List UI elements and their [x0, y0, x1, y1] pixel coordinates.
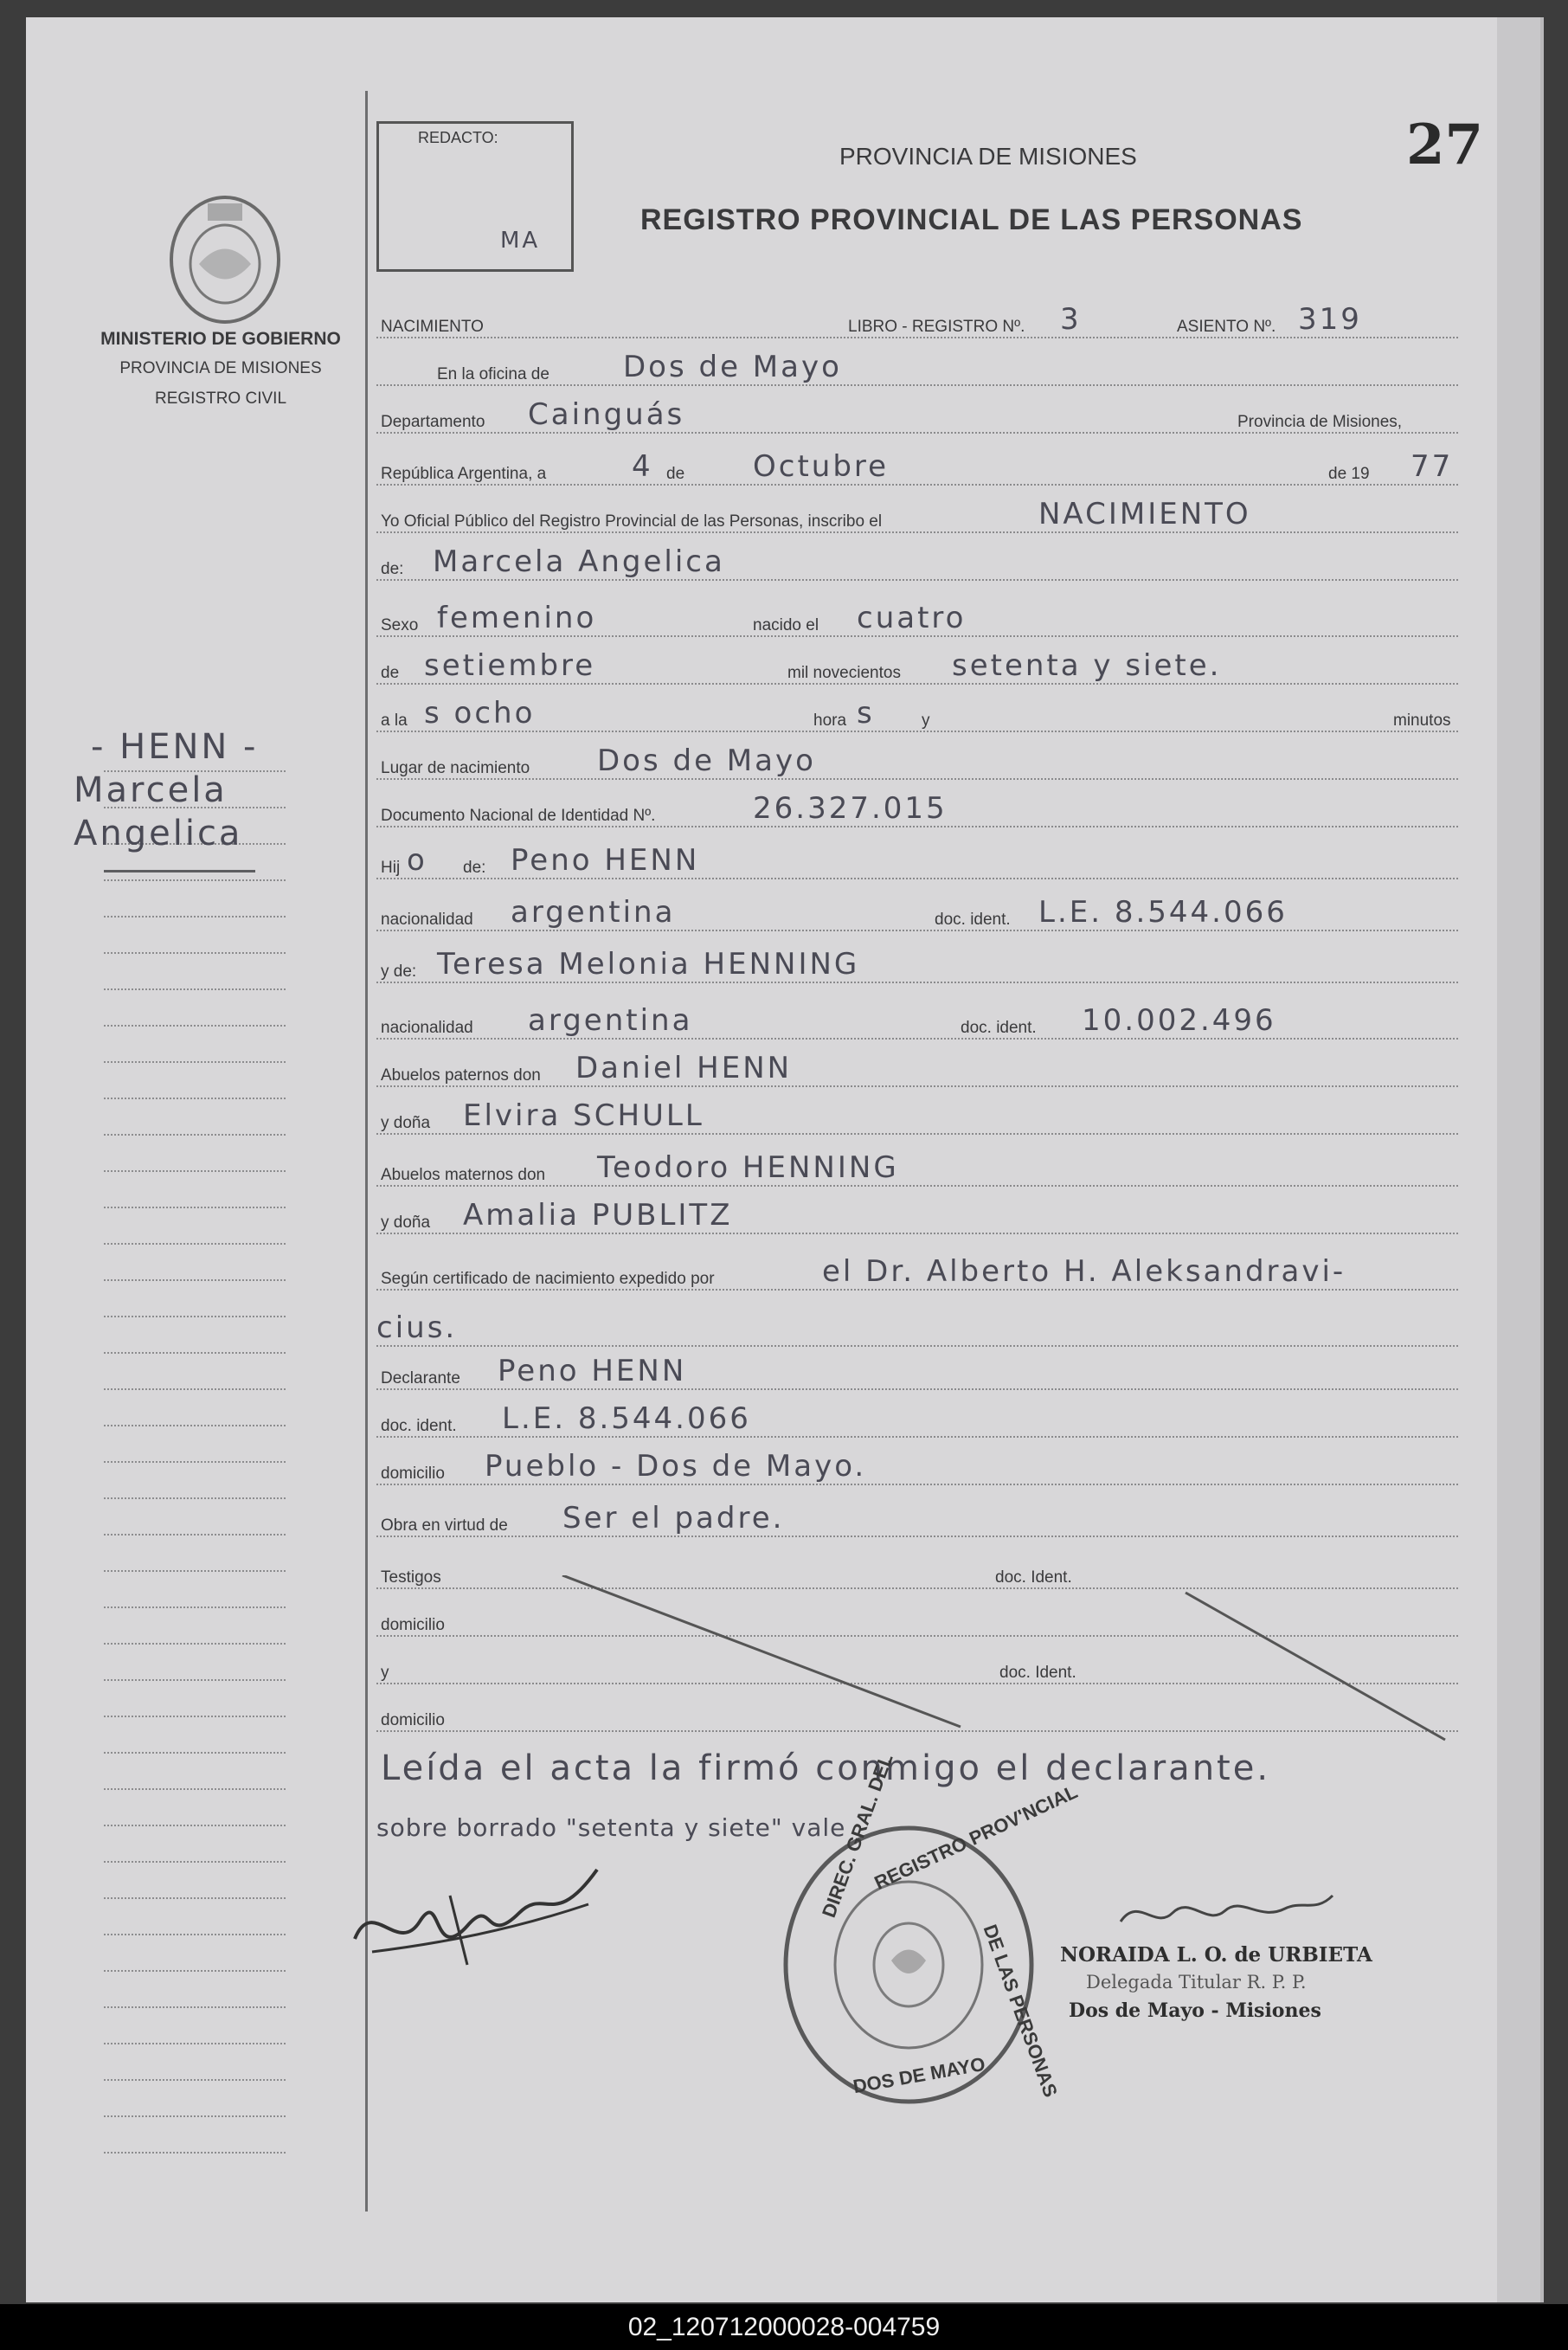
redacto-box	[376, 121, 574, 272]
handwritten-entry: s ocho	[424, 696, 536, 731]
handwritten-entry: Cainguás	[528, 397, 685, 432]
handwritten-entry: o	[407, 843, 427, 878]
margin-ruling-line	[104, 1025, 286, 1027]
margin-ruling-line	[104, 1934, 286, 1935]
form-label: Abuelos maternos don	[381, 1166, 546, 1184]
form-label: Obra en virtud de	[381, 1516, 508, 1535]
margin-ruling-line	[104, 988, 286, 990]
margin-ruling-line	[104, 2115, 286, 2117]
margin-ruling-line	[104, 1207, 286, 1208]
witness-strike-lines	[545, 1575, 1462, 1757]
form-label: de:	[463, 859, 486, 877]
form-label: domicilio	[381, 1616, 445, 1634]
form-row-rule	[376, 1233, 1458, 1234]
margin-ruling-line	[104, 1716, 286, 1717]
handwritten-entry: Daniel HENN	[575, 1051, 793, 1085]
form-label: de 19	[1328, 465, 1370, 483]
margin-middle-name: Angelica	[74, 814, 243, 853]
registrar-title: Delegada Titular R. P. P.	[1086, 1972, 1307, 1993]
province-heading: PROVINCIA DE MISIONES	[839, 143, 1137, 170]
handwritten-entry: Pueblo - Dos de Mayo.	[485, 1449, 867, 1484]
form-label: nacionalidad	[381, 911, 473, 929]
margin-ruling-line	[104, 1643, 286, 1645]
form-row-rule	[376, 1484, 1458, 1485]
form-row-rule	[376, 1038, 1458, 1040]
form-row-rule	[376, 930, 1458, 931]
margin-ruling-line	[104, 1061, 286, 1063]
registrar-signature	[1112, 1887, 1337, 1948]
form-row-rule	[376, 778, 1458, 780]
form-label: y	[922, 711, 930, 730]
form-label: domicilio	[381, 1465, 445, 1483]
handwritten-entry: Dos de Mayo	[597, 744, 816, 778]
form-label: República Argentina, a	[381, 465, 547, 483]
form-row-rule	[376, 579, 1458, 581]
form-label: LIBRO - REGISTRO Nº.	[848, 318, 1025, 336]
handwritten-entry: argentina	[528, 1003, 693, 1038]
margin-ruling-line	[104, 1425, 286, 1426]
margin-ruling-line	[104, 1243, 286, 1245]
form-label: nacionalidad	[381, 1019, 473, 1037]
handwritten-entry: Ser el padre.	[562, 1501, 785, 1536]
margin-ruling-line	[104, 1897, 286, 1899]
handwritten-entry: 4	[632, 449, 653, 484]
registrar-location: Dos de Mayo - Misiones	[1069, 1999, 1321, 2022]
form-label: En la oficina de	[437, 365, 549, 383]
coat-of-arms-icon	[156, 182, 294, 329]
handwritten-entry: femenino	[437, 601, 597, 635]
margin-ruling-line	[104, 2079, 286, 2081]
declarant-signature	[337, 1844, 614, 1982]
form-label: hora	[813, 711, 847, 730]
handwritten-entry: 319	[1298, 302, 1362, 337]
handwritten-entry: el Dr. Alberto H. Aleksandravi-	[822, 1254, 1346, 1289]
form-row-rule	[376, 1085, 1458, 1087]
handwritten-entry: Octubre	[753, 449, 890, 484]
form-label: y doña	[381, 1214, 431, 1232]
stamp-text-left: DIREC. GRAL. DEL	[818, 1750, 897, 1921]
margin-ruling-line	[104, 1752, 286, 1754]
margin-ruling-line	[104, 1497, 286, 1499]
form-label: NACIMIENTO	[381, 318, 484, 336]
form-label: ASIENTO Nº.	[1177, 318, 1276, 336]
form-label: Abuelos paternos don	[381, 1066, 541, 1085]
margin-ruling-line	[104, 1825, 286, 1826]
handwritten-entry: 10.002.496	[1082, 1003, 1276, 1038]
form-row-rule	[376, 826, 1458, 827]
registrar-name: NORAIDA L. O. de URBIETA	[1060, 1943, 1372, 1967]
form-label: Yo Oficial Público del Registro Provincial de las Personas, inscribo el	[381, 512, 883, 531]
form-label: Lugar de nacimiento	[381, 759, 530, 777]
margin-ruling-line	[104, 1534, 286, 1536]
registry-heading: REGISTRO PROVINCIAL DE LAS PERSONAS	[640, 203, 1303, 236]
scan-file-id: 02_120712000028-004759	[0, 2304, 1568, 2350]
form-row-rule	[376, 1436, 1458, 1438]
form-row-rule	[376, 1289, 1458, 1291]
handwritten-entry: Amalia PUBLITZ	[463, 1198, 733, 1233]
margin-ruling-line	[104, 916, 286, 917]
handwritten-entry: L.E. 8.544.066	[1038, 895, 1288, 930]
margin-ruling-line	[104, 1570, 286, 1572]
form-label: y de:	[381, 963, 417, 981]
form-label: doc. ident.	[381, 1417, 457, 1435]
form-label: a la	[381, 711, 408, 730]
form-label: domicilio	[381, 1711, 445, 1729]
handwritten-entry: Teresa Melonia HENNING	[437, 947, 860, 982]
margin-given-name: Marcela	[74, 770, 228, 810]
form-row-rule	[376, 1388, 1458, 1390]
handwritten-entry: setiembre	[424, 648, 596, 683]
stamp-text-bottom: DOS DE MAYO	[851, 2052, 987, 2098]
form-row-rule	[376, 337, 1458, 338]
handwritten-entry: L.E. 8.544.066	[502, 1401, 751, 1436]
margin-ruling-line	[104, 1170, 286, 1172]
margin-ruling-line	[104, 1316, 286, 1317]
margin-ruling-line	[104, 1606, 286, 1608]
form-row-rule	[376, 982, 1458, 983]
margin-ruling-line	[104, 1461, 286, 1463]
handwritten-entry: argentina	[511, 895, 676, 930]
margin-underline	[104, 870, 255, 872]
form-label: Provincia de Misiones,	[1237, 413, 1403, 431]
form-label: de	[666, 465, 685, 483]
margin-ruling-line	[104, 1970, 286, 1972]
closing-statement: Leída el acta la firmó conmigo el declarante.	[381, 1748, 1271, 1788]
form-row-rule	[376, 1185, 1458, 1187]
margin-ruling-line	[104, 952, 286, 954]
margin-ruling-line	[104, 879, 286, 881]
erasure-note: sobre borrado "setenta y siete" vale	[376, 1813, 846, 1842]
form-row-rule	[376, 1133, 1458, 1135]
form-row-rule	[376, 683, 1458, 685]
handwritten-entry: Peno HENN	[498, 1354, 687, 1388]
form-label: Departamento	[381, 413, 485, 431]
page-number: 27	[1406, 113, 1484, 177]
form-label: mil novecientos	[787, 664, 901, 682]
handwritten-entry: cius.	[376, 1310, 458, 1345]
form-row-rule	[376, 384, 1458, 386]
form-label: minutos	[1393, 711, 1451, 730]
form-label: doc. Ident.	[995, 1568, 1072, 1587]
margin-ruling-line	[104, 1279, 286, 1281]
form-row-rule	[376, 635, 1458, 637]
form-row-rule	[376, 878, 1458, 879]
form-label: Según certificado de nacimiento expedido por	[381, 1270, 715, 1288]
handwritten-entry: Teodoro HENNING	[597, 1150, 899, 1185]
handwritten-entry: 3	[1060, 302, 1082, 337]
redacto-label: REDACTO:	[418, 129, 498, 146]
form-row-rule	[376, 432, 1458, 434]
form-label: y	[381, 1664, 389, 1682]
form-label: doc. ident.	[961, 1019, 1037, 1037]
redacto-initials: MA	[500, 228, 541, 254]
form-label: Documento Nacional de Identidad Nº.	[381, 807, 656, 825]
handwritten-entry: 77	[1411, 449, 1454, 484]
form-label: Declarante	[381, 1369, 460, 1387]
margin-ruling-line	[104, 1388, 286, 1390]
form-row-rule	[376, 731, 1458, 732]
page-edge	[1497, 17, 1540, 2302]
handwritten-entry: Marcela Angelica	[433, 544, 725, 579]
margin-ruling-line	[104, 1679, 286, 1681]
margin-ruling-line	[104, 1134, 286, 1136]
stamp-text-right: DE LAS PERSONAS	[979, 1922, 1062, 2101]
handwritten-entry: 26.327.015	[753, 791, 948, 826]
form-label: Sexo	[381, 616, 419, 634]
margin-surname: - HENN -	[91, 727, 259, 767]
handwritten-entry: setenta y siete.	[952, 648, 1222, 683]
margin-ruling-line	[104, 2152, 286, 2154]
form-label: doc. ident.	[935, 911, 1011, 929]
form-row-rule	[376, 1536, 1458, 1537]
handwritten-entry: Elvira SCHULL	[463, 1098, 704, 1133]
form-label: Testigos	[381, 1568, 441, 1587]
stamp-text-top: REGISTRO PROV'NCIAL	[871, 1780, 1081, 1894]
registry-page	[26, 17, 1544, 2302]
margin-ruling-line	[104, 1861, 286, 1863]
form-label: y doña	[381, 1114, 431, 1132]
margin-ruling-line	[104, 2043, 286, 2044]
form-label: nacido el	[753, 616, 819, 634]
handwritten-entry: cuatro	[857, 601, 967, 635]
ministry-province: PROVINCIA DE MISIONES	[119, 359, 322, 377]
form-row-rule	[376, 1345, 1458, 1347]
form-row-rule	[376, 531, 1458, 533]
form-label: de	[381, 664, 400, 682]
form-label: Hij	[381, 859, 401, 877]
margin-ruling-line	[104, 2006, 286, 2008]
margin-ruling-line	[104, 1098, 286, 1099]
margin-ruling-line	[104, 1352, 286, 1354]
form-row-rule	[376, 484, 1458, 486]
handwritten-entry: Peno HENN	[511, 843, 700, 878]
ministry-name: MINISTERIO DE GOBIERNO	[100, 329, 341, 349]
handwritten-entry: NACIMIENTO	[1038, 497, 1251, 531]
margin-ruling-line	[104, 1788, 286, 1790]
form-label: de:	[381, 560, 404, 578]
form-label: doc. Ident.	[999, 1664, 1076, 1682]
ministry-civil-registry: REGISTRO CIVIL	[154, 390, 287, 408]
handwritten-entry: s	[857, 696, 875, 731]
handwritten-entry: Dos de Mayo	[623, 350, 842, 384]
